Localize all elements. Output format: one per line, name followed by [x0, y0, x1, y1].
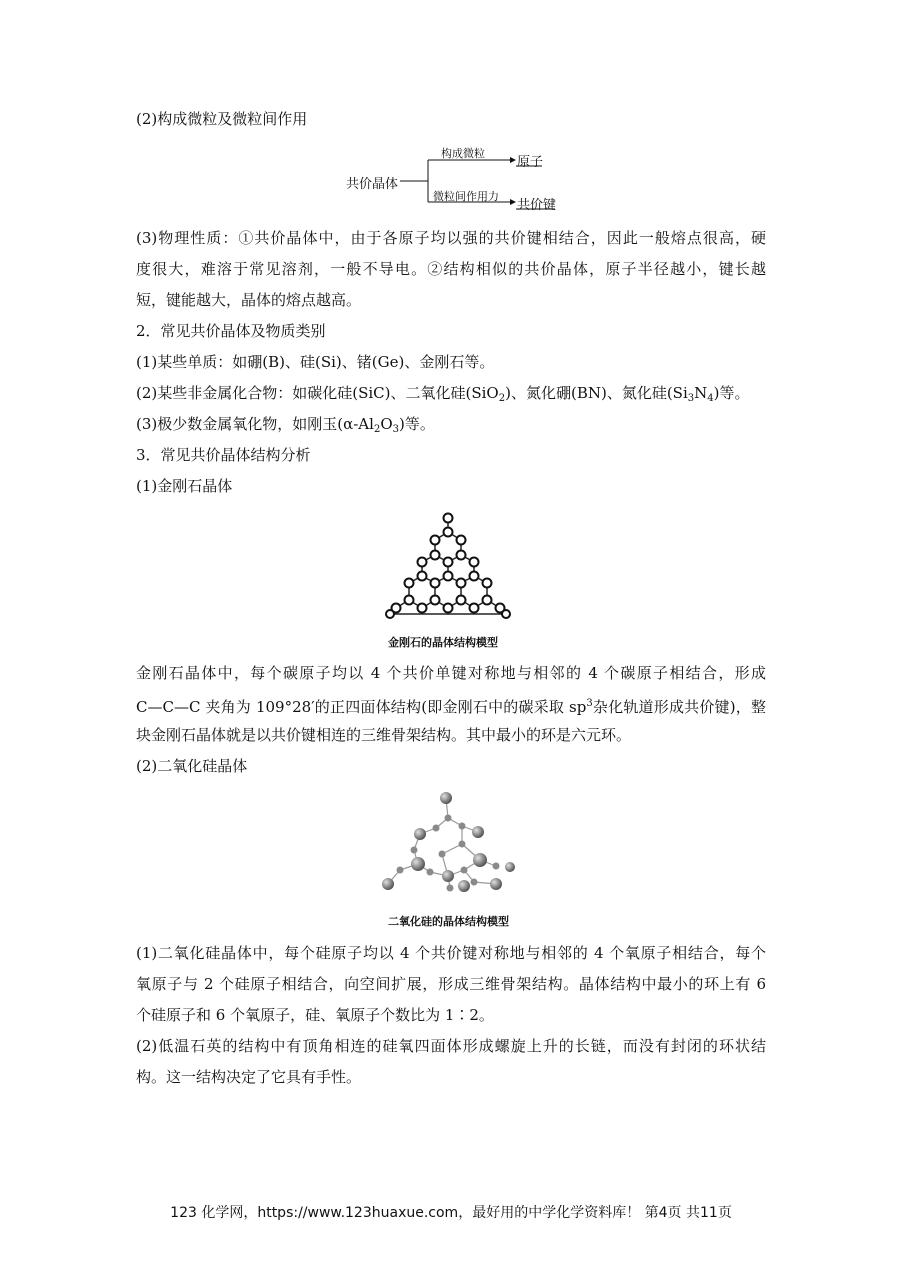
item-nonmetal-compounds: (2)某些非金属化合物：如碳化硅(SiC)、二氧化硅(SiO$_2$)、氮化硼(BN)、氮化硅$(Si_3N_4)$等。 [136, 384, 750, 404]
flow-lines [0, 0, 902, 240]
physical-properties-line-3: 短，键能越大，晶体的熔点越高。 [136, 291, 362, 309]
heading-common-crystals: 2．常见共价晶体及物质类别 [136, 322, 326, 340]
section-title-particles: (2)构成微粒及微粒间作用 [136, 110, 308, 128]
diamond-text-line-3: 块金刚石晶体就是以共价键相连的三维骨架结构。其中最小的环是六元环。 [136, 726, 632, 744]
diamond-text-line-2: C—C—C 夹角为 109°28′的正四面体结构(即金刚石中的碳采取 $sp^3$杂化轨道形成共价键)，整 [136, 698, 767, 716]
flow-branch1-label: 构成微粒 [441, 147, 485, 160]
flow-source: 共价晶体 [346, 177, 399, 192]
item-elements: (1)某些单质：如硼(B)、硅(Si)、锗(Ge)、金刚石等。 [136, 353, 495, 371]
flow-branch2-label: 微粒间作用力 [433, 190, 499, 203]
sio2-text-line-4: (2)低温石英的结构中有顶角相连的硅氧四面体形成螺旋上升的长链，而没有封闭的环状结 [136, 1037, 766, 1055]
diamond-title: (1)金刚石晶体 [136, 477, 233, 495]
sio2-text-line-2: 氧原子与 2 个硅原子相结合，向空间扩展，形成三维骨架结构。晶体结构中最小的环上有 6 [136, 975, 766, 993]
sio2-caption: 二氧化硅的晶体结构模型 [388, 915, 509, 928]
flow-branch2-result: 共价键 [517, 198, 557, 213]
diamond-caption: 金刚石的晶体结构模型 [388, 636, 498, 649]
flow-branch1-result: 原子 [517, 155, 544, 170]
item-metal-oxides: (3)极少数金属氧化物，如刚玉$(\alpha-Al_2O_3)$等。 [136, 415, 435, 435]
page-footer: 123 化学网，https://www.123huaxue.com，最好用的中学化学资料库！ 第4页 共11页 [170, 1205, 732, 1221]
diamond-text-line-1: 金刚石晶体中，每个碳原子均以 4 个共价单键对称地与相邻的 4 个碳原子相结合，形成 [136, 664, 766, 682]
physical-properties-line-1: (3)物理性质：①共价晶体中，由于各原子均以强的共价键相结合，因此一般熔点很高，硬 [136, 229, 766, 247]
sio2-text-line-1: (1)二氧化硅晶体中，每个硅原子均以 4 个共价键对称地与相邻的 4 个氧原子相结合，每个 [136, 944, 766, 962]
sio2-text-line-5: 构。这一结构决定了它具有手性。 [136, 1068, 362, 1086]
physical-properties-line-2: 度很大，难溶于常见溶剂，一般不导电。②结构相似的共价晶体，原子半径越小，键长越 [136, 260, 766, 278]
diamond-structure-image [380, 510, 520, 630]
sio2-text-line-3: 个硅原子和 6 个氧原子，硅、氧原子个数比为 1∶2。 [136, 1006, 494, 1024]
sio2-title: (2)二氧化硅晶体 [136, 757, 248, 775]
heading-structure-analysis: 3．常见共价晶体结构分析 [136, 446, 311, 464]
sio2-structure-image [378, 788, 528, 898]
